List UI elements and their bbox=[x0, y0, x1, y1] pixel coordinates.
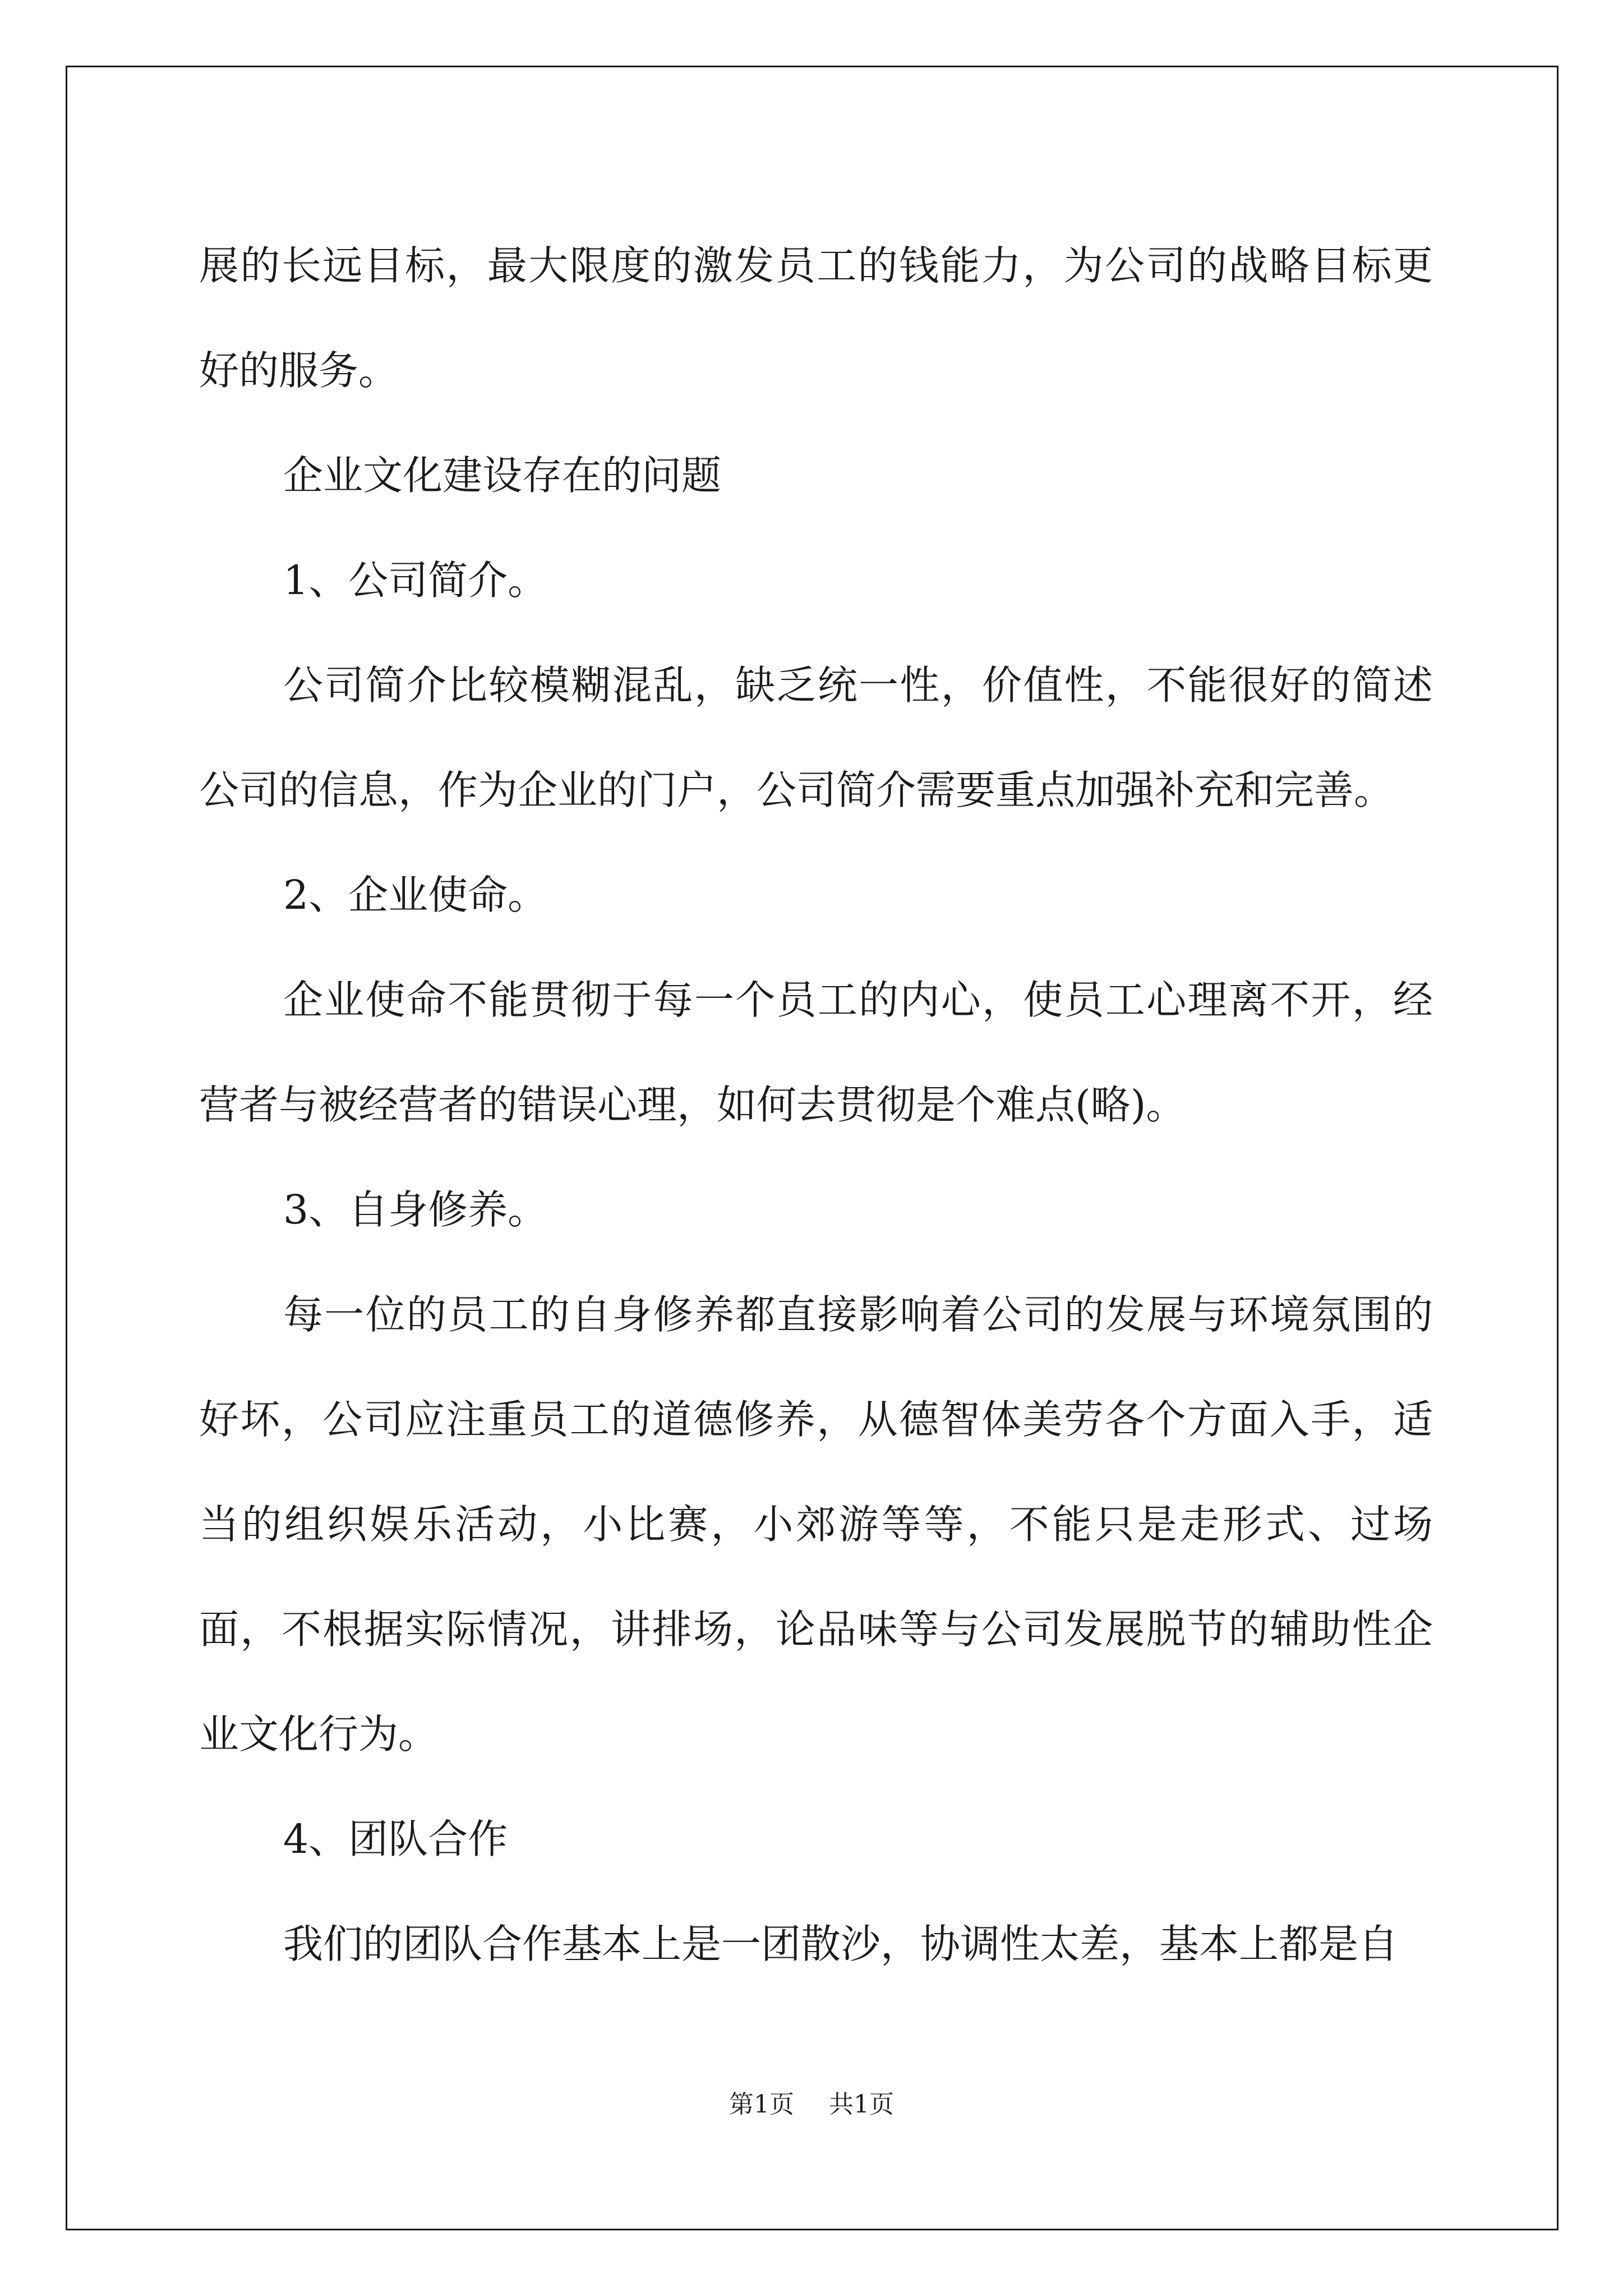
document-body bbox=[199, 213, 1433, 1996]
paragraph-continuation: 展的长远目标，最大限度的激发员工的钱能力，为公司的战略目标更好的服务。 bbox=[199, 242, 1433, 394]
page-footer bbox=[0, 2084, 1623, 2120]
page-number: 第1页 bbox=[729, 2090, 794, 2119]
paragraph-mission: 企业使命不能贯彻于每一个员工的内心，使员工心理离不开，经营者与被经营者的错误心理，如何去贯彻是个难点(略)。 bbox=[199, 977, 1433, 1128]
section-heading: 企业文化建设存在的问题 bbox=[283, 452, 722, 499]
page-total: 共1页 bbox=[829, 2090, 894, 2119]
subheading-teamwork: 4、团队合作 bbox=[283, 1816, 508, 1862]
paragraph-teamwork: 我们的团队合作基本上是一团散沙，协调性太差，基本上都是自 bbox=[283, 1921, 1399, 1967]
paragraph-company-profile: 公司简介比较模糊混乱，缺乏统一性，价值性，不能很好的简述公司的信息，作为企业的门户，公司简介需要重点加强补充和完善。 bbox=[199, 662, 1433, 813]
subheading-self-cultivation: 3、自身修养。 bbox=[283, 1186, 548, 1233]
subheading-mission: 2、企业使命。 bbox=[283, 872, 548, 918]
paragraph-self-cultivation: 每一位的员工的自身修养都直接影响着公司的发展与环境氛围的好坏，公司应注重员工的道德修养，从德智体美劳各个方面入手，适当的组织娱乐活动，小比赛，小郊游等等，不能只是走形式、过场面，不根据实际情况，讲排场，论品味等与公司发展脱节的辅助性企业文化行为。 bbox=[199, 1291, 1433, 1757]
subheading-company-profile: 1、公司简介。 bbox=[283, 557, 548, 604]
